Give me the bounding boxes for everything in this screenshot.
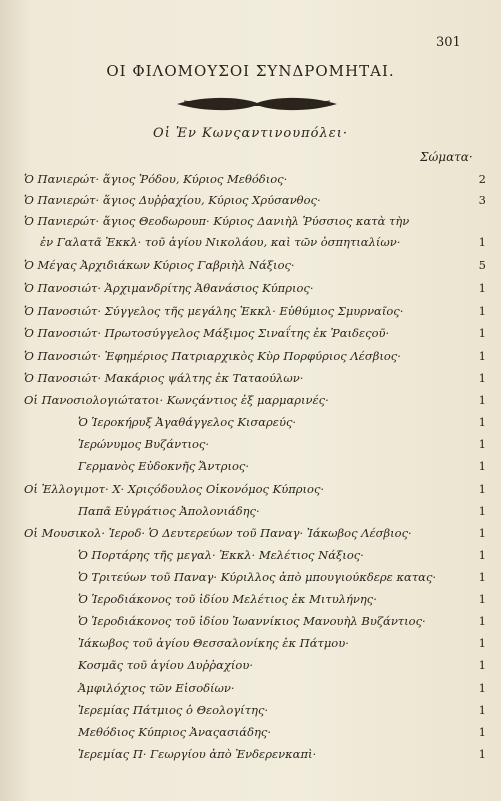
subscriber-count: 1	[478, 349, 486, 363]
section-subtitle: Οἱ Ἐν Κωνςαντινουπόλει·	[153, 126, 348, 141]
subscriber-name: Ἱερεμίας Πάτμιος ὁ Θεολογίτης·	[78, 703, 269, 717]
subscriber-count: 1	[478, 681, 486, 695]
subscriber-name: Ὁ Ἱεροδιάκονος τοῦ ἰδίου Ἰωαννίκιος Μανουὴλ Βυζάντιος·	[78, 614, 426, 628]
subscriber-count: 1	[478, 548, 486, 562]
subscriber-name: ἐν Γαλατᾶ Ἐκκλ· τοῦ ἁγίου Νικολάου, καὶ τῶν ὀσπητιαλίων·	[40, 235, 401, 249]
subscriber-count: 1	[478, 281, 486, 295]
subscriber-row	[0, 281, 501, 301]
subscriber-row	[0, 371, 501, 391]
subscriber-row	[0, 570, 501, 590]
subscriber-count: 1	[478, 415, 486, 429]
subscriber-count: 1	[478, 482, 486, 496]
subscriber-name: Μεθόδιος Κύπριος Ἀναςασιάδης·	[78, 725, 271, 739]
subscriber-count: 1	[478, 304, 486, 318]
column-header: Σώματα·	[420, 150, 473, 164]
subscriber-row	[0, 193, 501, 213]
subscriber-row	[0, 548, 501, 568]
subscriber-row	[0, 504, 501, 524]
ornament-divider-icon	[172, 93, 342, 115]
subscriber-row	[0, 304, 501, 324]
subscriber-count: 1	[478, 570, 486, 584]
subscriber-name: Ὁ Ἱεροκήρυξ Ἀγαθάγγελος Κισαρεύς·	[78, 415, 297, 429]
subscriber-name: Οἱ Πανοσιολογιώτατοι· Κωνςάντιος ἐξ μαρμαρινές·	[24, 393, 329, 407]
subscriber-row	[0, 526, 501, 546]
subscriber-count: 1	[478, 504, 486, 518]
subscriber-row	[0, 349, 501, 369]
subscriber-count: 1	[478, 592, 486, 606]
subscriber-count: 1	[478, 437, 486, 451]
subscriber-count: 2	[478, 172, 486, 186]
subscriber-name: Ὁ Πανοσιώτ· Πρωτοσύγγελος Μάξιμος Σιναΐτης ἐκ Ῥαιδεςοῦ·	[24, 326, 390, 340]
page-title: ΟΙ ΦΙΛΟΜΟΥΣΟΙ ΣΥΝΔΡΟΜΗΤΑΙ.	[106, 62, 395, 80]
subscriber-name: Ὁ Ἱεροδιάκονος τοῦ ἰδίου Μελέτιος ἐκ Μιτυλήνης·	[78, 592, 377, 606]
subscriber-name: Ὁ Πανιερώτ· ἅγιος Θεοδωρουπ· Κύριος Δανιὴλ Ῥύσσιος κατὰ τὴν	[24, 214, 410, 228]
subscriber-name: Κοσμᾶς τοῦ ἁγίου Δυῤῥαχίου·	[78, 658, 253, 672]
subscriber-count: 1	[478, 326, 486, 340]
subscriber-name: Γερμανὸς Εὐδοκνῆς Ἄντριος·	[78, 459, 249, 473]
subscriber-row	[0, 658, 501, 678]
subscriber-count: 1	[478, 526, 486, 540]
subscriber-row	[0, 725, 501, 745]
subscriber-row	[0, 393, 501, 413]
subscriber-count: 1	[478, 636, 486, 650]
subscriber-count: 1	[478, 725, 486, 739]
subscriber-row	[0, 172, 501, 192]
subscriber-name: Ὁ Πανοσιώτ· Ἐφημέριος Πατριαρχικὸς Κὺρ Πορφύριος Λέσβιος·	[24, 349, 401, 363]
subscriber-name: Ἱερώνυμος Βυζάντιος·	[78, 437, 209, 451]
subscriber-row	[0, 235, 501, 255]
subscriber-row	[0, 747, 501, 767]
subscriber-row	[0, 482, 501, 502]
subscriber-row	[0, 681, 501, 701]
subscriber-count: 1	[478, 747, 486, 761]
subscriber-count: 1	[478, 658, 486, 672]
subscriber-row	[0, 614, 501, 634]
subscriber-name: Ὁ Πανοσιώτ· Σύγγελος τῆς μεγάλης Ἐκκλ· Εὐθύμιος Σμυρναῖος·	[24, 304, 404, 318]
subscriber-name: Ὁ Πανιερώτ· ἅγιος Δυῤῥαχίου, Κύριος Χρύσανθος·	[24, 193, 321, 207]
subscriber-name: Ὁ Μέγας Ἀρχιδιάκων Κύριος Γαβριὴλ Νάξιος·	[24, 258, 295, 272]
subscriber-row	[0, 437, 501, 457]
subscriber-count: 5	[478, 258, 486, 272]
subscriber-name: Ὁ Πανιερώτ· ἅγιος Ῥόδου, Κύριος Μεθόδιος·	[24, 172, 288, 186]
subscriber-name: Ἱερεμίας Π· Γεωργίου ἀπὸ Ἐνδερενκαπὶ·	[78, 747, 317, 761]
subscriber-name: Οἱ Μουσικολ· Ἱεροδ· Ὁ Δευτερεύων τοῦ Παναγ· Ἰάκωβος Λέσβιος·	[24, 526, 412, 540]
subscriber-count: 3	[478, 193, 486, 207]
subscriber-row	[0, 326, 501, 346]
subscriber-count: 1	[478, 459, 486, 473]
subscriber-count: 1	[478, 393, 486, 407]
subscriber-row	[0, 214, 501, 234]
subscriber-row	[0, 415, 501, 435]
subscriber-name: Ὁ Τριτεύων τοῦ Παναγ· Κύριλλος ἀπὸ μπουγιούκδερε κατας·	[78, 570, 437, 584]
subscriber-row	[0, 592, 501, 612]
subscriber-name: Ἀμφιλόχιος τῶν Εἰσοδίων·	[78, 681, 235, 695]
subscriber-name: Παπᾶ Εὐγράτιος Ἀπολονιάδης·	[78, 504, 260, 518]
subscriber-count: 1	[478, 614, 486, 628]
subscriber-count: 1	[478, 235, 486, 249]
subscriber-row	[0, 459, 501, 479]
subscriber-count: 1	[478, 703, 486, 717]
page-number: 301	[436, 35, 461, 50]
subscriber-row	[0, 258, 501, 278]
subscriber-count: 1	[478, 371, 486, 385]
subscriber-name: Ἰάκωβος τοῦ ἁγίου Θεσσαλονίκης ἐκ Πάτμου·	[78, 636, 349, 650]
subscriber-name: Οἱ Ἐλλογιμοτ· Χ· Χριςόδουλος Οἰκονόμος Κύπριος·	[24, 482, 325, 496]
subscriber-name: Ὁ Πανοσιώτ· Ἀρχιμανδρίτης Ἀθανάσιος Κύπριος·	[24, 281, 314, 295]
subscriber-row	[0, 703, 501, 723]
subscriber-name: Ὁ Πορτάρης τῆς μεγαλ· Ἐκκλ· Μελέτιος Νάξιος·	[78, 548, 364, 562]
subscriber-name: Ὁ Πανοσιώτ· Μακάριος ψάλτης ἐκ Ταταούλων·	[24, 371, 304, 385]
subscriber-row	[0, 636, 501, 656]
